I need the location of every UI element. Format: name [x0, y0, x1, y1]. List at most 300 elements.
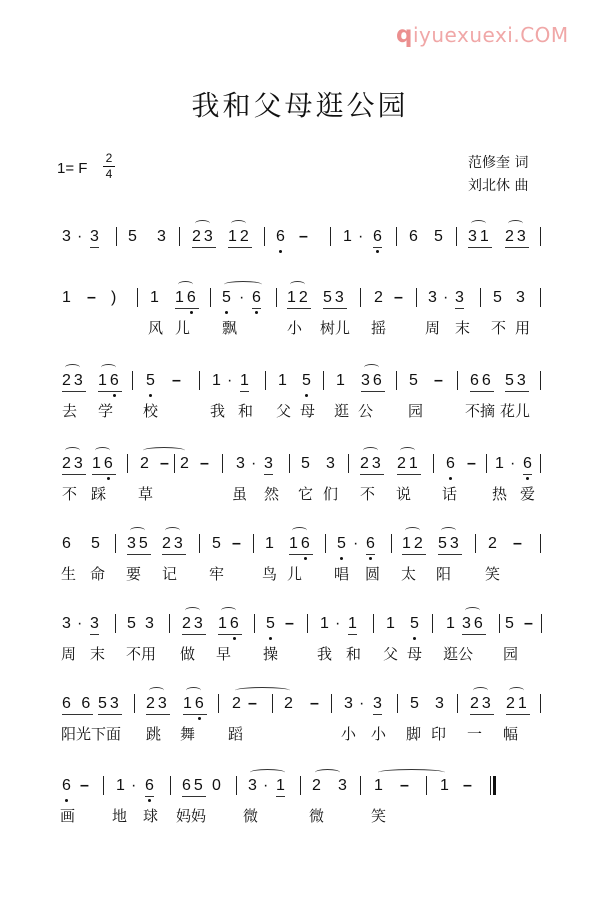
- final-bar-thick: [493, 776, 496, 795]
- note: 5: [409, 372, 418, 389]
- low-octave-dot: [449, 477, 452, 480]
- bar-line: [174, 454, 175, 473]
- note: 36: [462, 615, 486, 635]
- note: 16: [175, 289, 199, 309]
- note: 16: [183, 695, 207, 715]
- note: 31: [468, 228, 492, 248]
- lyric: 母: [407, 645, 423, 663]
- note: 12: [287, 289, 311, 309]
- bar-line: [432, 614, 433, 633]
- slur-arc: [65, 447, 80, 454]
- lyric: 牢: [209, 565, 225, 583]
- bar-line: [348, 454, 349, 473]
- lyric: 记: [162, 565, 178, 583]
- low-octave-dot: [279, 250, 282, 253]
- low-octave-dot: [269, 637, 272, 640]
- low-octave-dot: [526, 477, 529, 480]
- bar-line: [115, 614, 116, 633]
- lyric: 印: [431, 725, 447, 743]
- watermark: [396, 22, 569, 48]
- lyric: 地: [112, 807, 128, 825]
- bar-line: [254, 614, 255, 633]
- note: 1: [320, 615, 329, 632]
- lyric: 鸟: [262, 565, 278, 583]
- lyric: 球: [143, 807, 159, 825]
- note: 2: [312, 777, 321, 794]
- lyric: 操: [263, 645, 279, 663]
- lyric: 舞: [180, 725, 196, 743]
- note: 5: [222, 289, 231, 306]
- note: 53: [505, 372, 529, 392]
- note: 1: [348, 615, 357, 635]
- lyric: 不: [360, 485, 376, 503]
- bar-line: [456, 227, 457, 246]
- bar-line: [540, 227, 541, 246]
- lyric: 儿: [287, 565, 303, 583]
- slur-arc: [231, 220, 246, 227]
- lyric: 我: [210, 402, 226, 420]
- note: 3: [516, 289, 525, 306]
- slur-arc: [473, 687, 488, 694]
- lyric: 一: [467, 725, 483, 743]
- low-octave-dot: [149, 394, 152, 397]
- lyric: 周: [425, 319, 441, 337]
- lyric: 然: [264, 485, 280, 503]
- lyric: 做: [180, 645, 196, 663]
- bar-line: [276, 288, 277, 307]
- lyric: 小: [287, 319, 303, 337]
- bar-line: [397, 694, 398, 713]
- dot-augment: ·: [335, 615, 341, 632]
- low-octave-dot: [369, 557, 372, 560]
- note: 5: [128, 228, 137, 245]
- dot-augment: ·: [359, 695, 365, 712]
- bar-line: [127, 454, 128, 473]
- lyric: 阳: [436, 565, 452, 583]
- lyric: 它: [298, 485, 314, 503]
- bar-line: [199, 534, 200, 553]
- lyric: 踩: [91, 485, 107, 503]
- lyric: 园: [503, 645, 519, 663]
- slur-arc: [101, 364, 116, 371]
- lyric: 说: [396, 485, 412, 503]
- bar-line: [540, 534, 541, 553]
- note: 2: [232, 695, 241, 712]
- bar-line: [115, 534, 116, 553]
- tie-arc: [235, 687, 290, 694]
- watermark-logo: q: [396, 22, 413, 48]
- note: 3: [373, 695, 382, 715]
- key-signature: 1= F: [57, 160, 88, 177]
- note: 1: [446, 615, 455, 632]
- dot-augment: ·: [353, 535, 359, 552]
- low-octave-dot: [340, 557, 343, 560]
- lyric: 蹈: [228, 725, 244, 743]
- dash-extension: –: [467, 455, 476, 472]
- lyric: 热: [492, 485, 508, 503]
- note: 21: [506, 695, 530, 715]
- lyric: 微: [243, 807, 259, 825]
- lyric: 和: [238, 402, 254, 420]
- lyric: 话: [442, 485, 458, 503]
- low-octave-dot: [233, 637, 236, 640]
- note: 5: [266, 615, 275, 632]
- lyric: 幅: [503, 725, 519, 743]
- bar-line: [360, 776, 361, 795]
- bar-line: [199, 371, 200, 390]
- bar-line: [331, 694, 332, 713]
- note: 3: [264, 455, 273, 475]
- note: 1: [278, 372, 287, 389]
- lyric: 唱: [334, 565, 350, 583]
- note: 1: [440, 777, 449, 794]
- bar-line: [307, 614, 308, 633]
- lyric: 爱: [520, 485, 536, 503]
- slur-arc: [185, 607, 200, 614]
- slur-arc: [186, 687, 201, 694]
- note: 6: [62, 535, 71, 552]
- bar-line: [541, 614, 542, 633]
- bar-line: [540, 454, 541, 473]
- lyric: 和: [346, 645, 362, 663]
- dash-extension: –: [87, 289, 96, 306]
- slur-arc: [441, 527, 456, 534]
- final-bar-thin: [490, 776, 491, 795]
- low-octave-dot: [198, 717, 201, 720]
- bar-line: [103, 776, 104, 795]
- note: 1: [276, 777, 285, 797]
- bar-line: [499, 614, 500, 633]
- dash-extension: –: [434, 372, 443, 389]
- note: 1: [386, 615, 395, 632]
- dash-extension: –: [513, 535, 522, 552]
- slur-arc: [508, 220, 523, 227]
- bar-line: [330, 227, 331, 246]
- slur-arc: [221, 607, 236, 614]
- bar-line: [300, 776, 301, 795]
- lyric: 用: [515, 319, 531, 337]
- note: 5: [146, 372, 155, 389]
- lyric: 摇: [371, 319, 387, 337]
- lyric: 草: [138, 485, 154, 503]
- note: 6: [62, 777, 71, 794]
- bar-line: [132, 371, 133, 390]
- note: 23: [146, 695, 170, 715]
- note: 5: [434, 228, 443, 245]
- note: 53: [438, 535, 462, 555]
- slur-arc: [471, 220, 486, 227]
- tie-arc: [224, 281, 262, 288]
- slur-arc: [290, 281, 305, 288]
- lyric: 花儿: [500, 402, 531, 420]
- lyric: 命: [90, 565, 106, 583]
- note: 3: [428, 289, 437, 306]
- low-octave-dot: [190, 311, 193, 314]
- time-signature: [103, 152, 115, 181]
- note: 6: [523, 455, 532, 475]
- bar-line: [540, 694, 541, 713]
- lyric: 笑: [485, 565, 501, 583]
- slur-arc: [509, 687, 524, 694]
- lyric: 公: [358, 402, 374, 420]
- lyric: 阳光下面: [61, 725, 122, 743]
- dot-augment: ·: [227, 372, 233, 389]
- bar-line: [457, 371, 458, 390]
- low-octave-dot: [305, 394, 308, 397]
- low-octave-dot: [148, 799, 151, 802]
- note: 1: [495, 455, 504, 472]
- note: 5: [127, 615, 136, 632]
- bar-line: [540, 288, 541, 307]
- bar-line: [475, 534, 476, 553]
- composer-credit: 刘北休 曲: [468, 178, 529, 194]
- bar-line: [236, 776, 237, 795]
- bar-line: [116, 227, 117, 246]
- note: 1: [265, 535, 274, 552]
- bar-line: [426, 776, 427, 795]
- note: 6 6: [62, 695, 93, 715]
- note: 3: [145, 615, 154, 632]
- dot-augment: ·: [358, 228, 364, 245]
- lyric: 园: [408, 402, 424, 420]
- note: 16: [92, 455, 116, 475]
- note: 3: [338, 777, 347, 794]
- note: 5: [410, 615, 419, 632]
- slur-arc: [149, 687, 164, 694]
- lyric: 学: [98, 402, 114, 420]
- note: 1: [116, 777, 125, 794]
- note: 6: [252, 289, 261, 309]
- dot-augment: ·: [510, 455, 516, 472]
- note: 23: [470, 695, 494, 715]
- note: 5: [302, 372, 311, 389]
- note: 23: [505, 228, 529, 248]
- bar-line: [289, 454, 290, 473]
- note: 23: [162, 535, 186, 555]
- note: 1: [150, 289, 159, 306]
- note: 66: [470, 372, 494, 392]
- slur-arc: [364, 364, 379, 371]
- note: 23: [360, 455, 384, 475]
- dash-extension: –: [248, 695, 257, 712]
- bar-line: [264, 227, 265, 246]
- tie-arc: [378, 769, 445, 776]
- bar-line: [170, 776, 171, 795]
- bar-line: [416, 288, 417, 307]
- note: 1: [374, 777, 383, 794]
- bar-line: [486, 454, 487, 473]
- slur-arc: [400, 447, 415, 454]
- bar-line: [272, 694, 273, 713]
- bar-line: [325, 534, 326, 553]
- note: 2: [374, 289, 383, 306]
- bar-line: [134, 694, 135, 713]
- bar-line: [373, 614, 374, 633]
- song-title: 我和父母逛公园: [191, 89, 409, 122]
- lyric: 风: [148, 319, 164, 337]
- lyric: 校: [143, 402, 159, 420]
- note: 5: [337, 535, 346, 552]
- note: 3: [90, 228, 99, 248]
- lyric: 不: [62, 485, 78, 503]
- lyric: 逛: [334, 402, 350, 420]
- dash-extension: –: [80, 777, 89, 794]
- lyric: 要: [126, 565, 142, 583]
- dash-extension: –: [160, 455, 169, 472]
- slur-arc: [405, 527, 420, 534]
- note: 3: [157, 228, 166, 245]
- note: 1: [240, 372, 249, 392]
- note: 5: [410, 695, 419, 712]
- note: 23: [62, 455, 86, 475]
- bar-line: [323, 371, 324, 390]
- lyric: 生: [61, 565, 77, 583]
- watermark-text: iyuexuexi.COM: [412, 23, 569, 47]
- lyric: 圆: [365, 565, 381, 583]
- lyric: 不: [491, 319, 507, 337]
- note: 12: [228, 228, 252, 248]
- note: 6: [366, 535, 375, 555]
- slur-arc: [363, 447, 378, 454]
- time-signature-top: 2: [105, 151, 113, 165]
- lyric: 小: [371, 725, 387, 743]
- lyric: 虽: [232, 485, 248, 503]
- low-octave-dot: [376, 250, 379, 253]
- note: 1: [62, 289, 71, 306]
- note: 2: [488, 535, 497, 552]
- dash-extension: –: [394, 289, 403, 306]
- note: 1: [212, 372, 221, 389]
- slur-arc: [178, 281, 193, 288]
- bar-line: [360, 288, 361, 307]
- note: 3: [62, 615, 71, 632]
- lyric: 不用: [126, 645, 157, 663]
- note: 21: [397, 455, 421, 475]
- note: 3: [344, 695, 353, 712]
- note: 3: [326, 455, 335, 472]
- note: 5: [493, 289, 502, 306]
- note: 23: [182, 615, 206, 635]
- dash-extension: –: [285, 615, 294, 632]
- lyric: 母: [300, 402, 316, 420]
- dot-augment: ·: [239, 289, 245, 306]
- dot-augment: ·: [131, 777, 137, 794]
- note: 6: [446, 455, 455, 472]
- bar-line: [540, 371, 541, 390]
- dash-extension: –: [524, 615, 533, 632]
- note: 6: [409, 228, 418, 245]
- note: 2: [180, 455, 189, 472]
- low-octave-dot: [413, 637, 416, 640]
- bar-line: [210, 288, 211, 307]
- lyric: 儿: [175, 319, 191, 337]
- note: 16: [218, 615, 242, 635]
- note: 0: [212, 777, 221, 794]
- note: 35: [127, 535, 151, 555]
- dash-extension: –: [299, 228, 308, 245]
- note: 5: [505, 615, 514, 632]
- note: 1: [343, 228, 352, 245]
- note: 65: [182, 777, 206, 797]
- bar-line: [433, 454, 434, 473]
- note: 53: [98, 695, 122, 715]
- lyric: 太: [401, 565, 417, 583]
- note: 36: [361, 372, 385, 392]
- note: 3: [62, 228, 71, 245]
- note: 3: [455, 289, 464, 309]
- lyric: 微: [309, 807, 325, 825]
- low-octave-dot: [65, 799, 68, 802]
- low-octave-dot: [255, 311, 258, 314]
- bar-line: [391, 534, 392, 553]
- lyricist-credit: 范修奎 词: [468, 155, 529, 171]
- note: 23: [192, 228, 216, 248]
- bar-line: [396, 371, 397, 390]
- slur-arc: [165, 527, 180, 534]
- low-octave-dot: [113, 394, 116, 397]
- slur-arc: [292, 527, 307, 534]
- bar-line: [480, 288, 481, 307]
- note: 5: [212, 535, 221, 552]
- slur-arc: [130, 527, 145, 534]
- lyric: 小: [341, 725, 357, 743]
- lyric: 不摘: [465, 402, 496, 420]
- dash-extension: –: [310, 695, 319, 712]
- lyric: 末: [90, 645, 106, 663]
- slur-arc: [195, 220, 210, 227]
- lyric: 去: [62, 402, 78, 420]
- tie-arc: [250, 769, 285, 776]
- low-octave-dot: [225, 311, 228, 314]
- lyric: 我: [317, 645, 333, 663]
- bar-line: [169, 614, 170, 633]
- slur-arc: [65, 364, 80, 371]
- note: 3: [435, 695, 444, 712]
- slur-arc: [465, 607, 480, 614]
- dash-extension: –: [463, 777, 472, 794]
- lyric: 妈妈: [176, 807, 207, 825]
- lyric: 早: [216, 645, 232, 663]
- slur-arc: [95, 447, 110, 454]
- lyric: 笑: [371, 807, 387, 825]
- dot-augment: ·: [443, 289, 449, 306]
- bar-line: [179, 227, 180, 246]
- note: 2: [284, 695, 293, 712]
- dot-augment: ·: [263, 777, 269, 794]
- note: 1: [336, 372, 345, 389]
- tie-arc: [315, 769, 340, 776]
- lyric: 脚: [406, 725, 422, 743]
- lyric: 父: [276, 402, 292, 420]
- dot-augment: ·: [251, 455, 257, 472]
- lyric: 画: [60, 807, 76, 825]
- lyric: 树儿: [320, 319, 351, 337]
- dot-augment: ·: [77, 228, 83, 245]
- note: 2: [140, 455, 149, 472]
- note: 16: [289, 535, 313, 555]
- note: 5: [91, 535, 100, 552]
- dash-extension: –: [200, 455, 209, 472]
- time-signature-bottom: 4: [105, 167, 113, 181]
- note: 23: [62, 372, 86, 392]
- lyric: 父: [383, 645, 399, 663]
- lyric: 末: [455, 319, 471, 337]
- note: 6: [276, 228, 285, 245]
- lyric: 们: [323, 485, 339, 503]
- note: 16: [98, 372, 122, 392]
- note: 6: [145, 777, 154, 797]
- note: ): [111, 289, 117, 306]
